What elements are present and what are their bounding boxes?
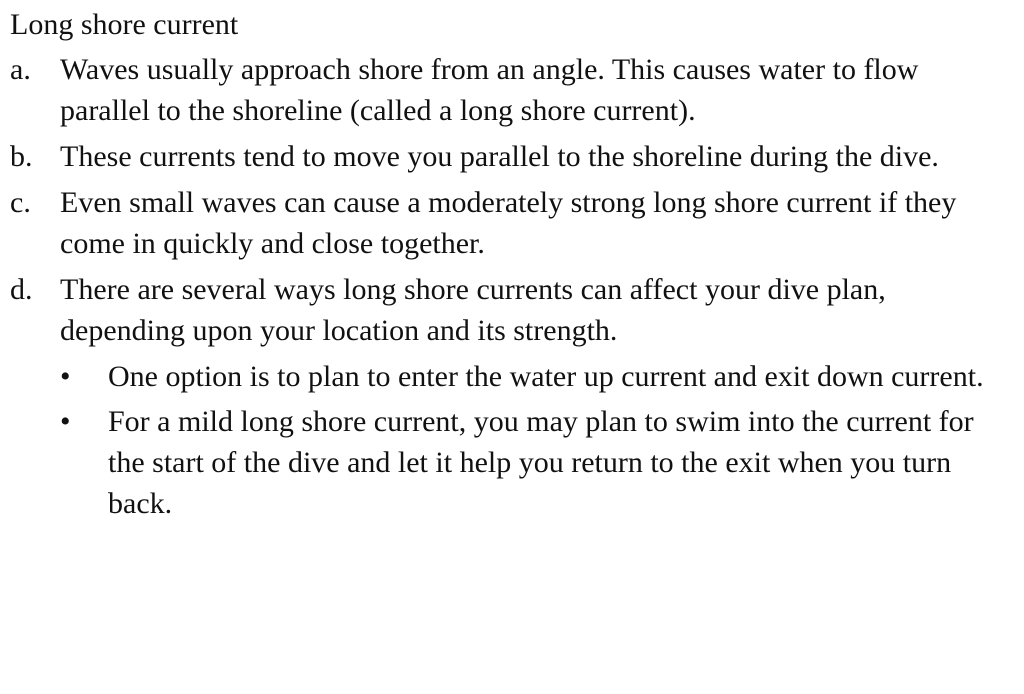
list-item-d <box>10 269 1010 351</box>
list-marker: a. <box>10 53 31 86</box>
bullet-item <box>60 356 1010 397</box>
list-marker: b. <box>10 140 33 173</box>
bullet-text: One option is to plan to enter the water up current and exit down current. <box>108 360 984 393</box>
list-item-text: Waves usually approach shore from an angle. This causes water to flow parallel to the shoreline (called a long shore current). <box>60 53 919 127</box>
list-marker: c. <box>10 186 31 219</box>
list-item-b <box>10 136 1010 177</box>
list-item-c <box>10 182 1010 264</box>
list-item-a <box>10 49 1010 131</box>
bullet-list <box>10 356 1010 524</box>
list-marker: d. <box>10 273 33 306</box>
bullet-item <box>60 401 1010 524</box>
document-page <box>10 4 1010 528</box>
list-item-text: There are several ways long shore currents can affect your dive plan, depending upon your location and its strength. <box>60 273 886 347</box>
list-item-text: These currents tend to move you parallel to the shoreline during the dive. <box>60 140 939 173</box>
bullet-icon: • <box>60 405 71 438</box>
list-item-text: Even small waves can cause a moderately strong long shore current if they come in quickly and close together. <box>60 186 957 260</box>
section-heading: Long shore current <box>10 8 239 41</box>
bullet-icon: • <box>60 360 71 393</box>
bullet-text: For a mild long shore current, you may plan to swim into the current for the start of the dive and let it help you return to the exit when you turn back. <box>108 405 974 520</box>
